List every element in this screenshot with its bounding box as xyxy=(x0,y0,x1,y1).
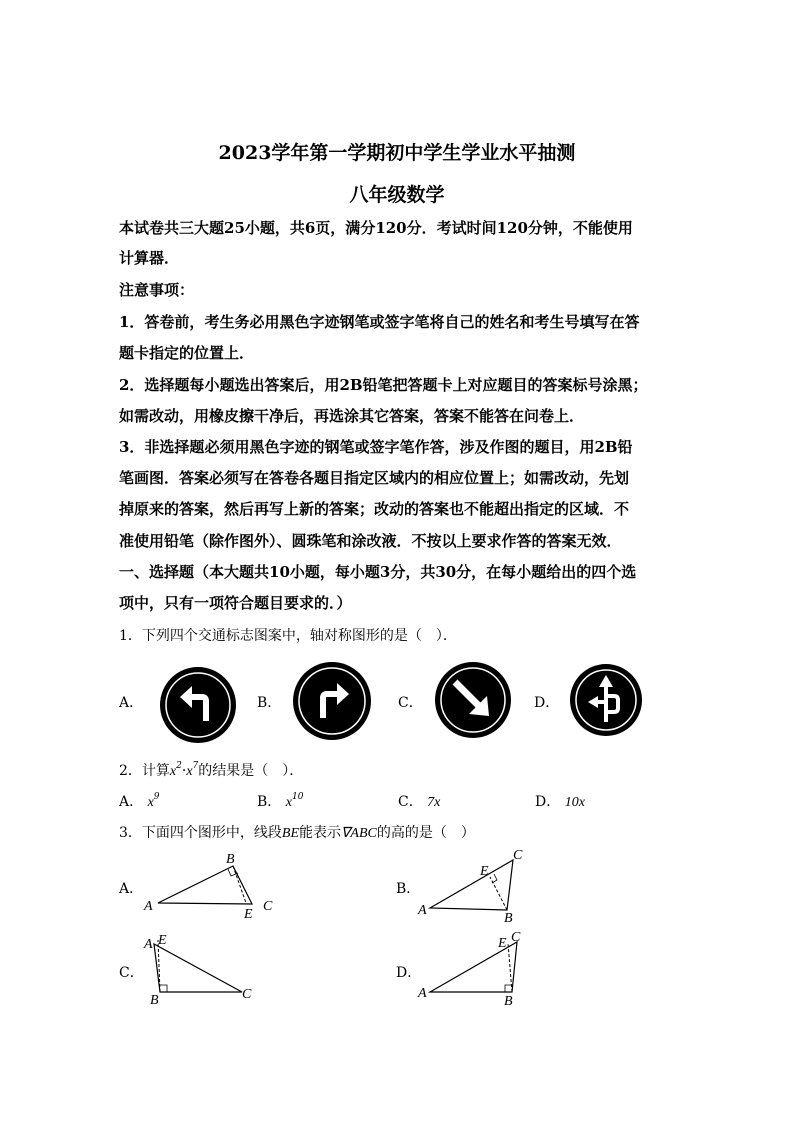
q2-option-c-text: 7x xyxy=(427,795,441,810)
q3-option-d-label: D． xyxy=(396,965,422,981)
q2-option-c xyxy=(398,791,440,811)
q3a-vertex-a: A xyxy=(144,899,153,914)
q2-option-a xyxy=(119,791,160,811)
note-1-line-1: 1．答卷前，考生务必用黑色字迹钢笔或签字笔将自己的姓名和考生号填写在答 xyxy=(119,313,640,331)
q3-stem-prefix: 3．下面四个图形中，线段 xyxy=(119,825,282,841)
q2-base-1: x xyxy=(169,764,177,779)
question-1-stem: 1．下列四个交通标志图案中，轴对称图形的是（ ）． xyxy=(119,628,457,644)
q2-option-d-text: 10x xyxy=(564,795,585,810)
q1-option-b-label: B． xyxy=(257,695,282,711)
q1-option-a-label: A． xyxy=(119,695,144,711)
note-1-line-2: 题卡指定的位置上． xyxy=(119,344,255,362)
q3b-vertex-c: C xyxy=(513,848,523,863)
q3-segment: BE xyxy=(281,826,300,841)
q2-exponent-2: 7 xyxy=(192,761,199,771)
intro-line-2: 计算器． xyxy=(119,249,180,267)
q2-stem-suffix: 的结果是（ ）． xyxy=(198,763,304,779)
q2-exponent-1: 2 xyxy=(176,761,182,771)
straight-or-left-sign-icon xyxy=(568,662,644,738)
q2-option-c-label: C． xyxy=(398,794,423,810)
q3b-vertex-a: A xyxy=(418,903,427,918)
q2-base-2: x xyxy=(186,764,193,779)
q3d-vertex-c: C xyxy=(511,930,521,945)
q3d-vertex-e: E xyxy=(498,936,507,951)
q3-option-b-label: B． xyxy=(396,881,421,897)
q3b-vertex-b: B xyxy=(504,911,513,923)
q3-figure-a xyxy=(140,848,290,920)
note-2-line-1: 2．选择题每小题选出答案后，用2B铅笔把答题卡上对应题目的答案标号涂黑； xyxy=(119,376,648,394)
q3-figure-c xyxy=(140,928,270,1008)
q1-option-c-label: C． xyxy=(398,695,423,711)
section-1-heading-line-2: 项中，只有一项符合题目要求的．） xyxy=(119,594,352,612)
q2-option-a-label: A． xyxy=(119,794,144,810)
q2-option-b xyxy=(257,791,303,811)
q3-stem-mid: 能表示 xyxy=(299,825,342,841)
q3-option-a-label: A． xyxy=(119,881,144,897)
note-3-line-4: 准使用铅笔（除作图外）、圆珠笔和涂改液．不按以上要求作答的答案无效． xyxy=(119,532,622,550)
q2-option-d xyxy=(535,791,585,811)
q2-option-a-base: x xyxy=(147,795,154,810)
q3c-vertex-a: A xyxy=(144,937,153,952)
question-2-stem xyxy=(119,760,303,780)
diagonal-arrow-sign-icon xyxy=(433,660,513,740)
q2-option-b-base: x xyxy=(285,795,292,810)
q3-triangle: ∇ABC xyxy=(341,826,377,841)
q2-option-b-label: B． xyxy=(257,794,282,810)
q2-option-b-exponent: 10 xyxy=(291,792,304,802)
q3d-vertex-b: B xyxy=(504,994,513,1007)
q3c-vertex-b: B xyxy=(150,993,159,1008)
note-3-line-2: 笔画图．答案必须写在答卷各题目指定区域内的相应位置上；如需改动，先划 xyxy=(119,469,630,487)
q3a-vertex-b: B xyxy=(226,852,235,867)
q3c-vertex-e: E xyxy=(158,933,167,948)
left-turn-sign-icon xyxy=(158,665,238,745)
q1-option-d-label: D． xyxy=(534,695,560,711)
q3a-vertex-e: E xyxy=(244,907,253,920)
section-1-heading-line-1: 一、选择题（本大题共10小题，每小题3分，共30分，在每小题给出的四个选 xyxy=(119,563,637,581)
note-3-line-3: 掉原来的答案，然后再写上新的答案；改动的答案也不能超出指定的区域．不 xyxy=(119,500,630,518)
intro-line-1: 本试卷共三大题25小题，共6页，满分120分．考试时间120分钟，不能使用 xyxy=(119,219,633,237)
note-2-line-2: 如需改动，用橡皮擦干净后，再选涂其它答案，答案不能答在问卷上． xyxy=(119,407,585,425)
right-turn-sign-icon xyxy=(291,660,373,742)
q3b-vertex-e: E xyxy=(480,864,489,879)
q3a-vertex-c: C xyxy=(263,899,273,914)
exam-title: 2023学年第一学期初中学生学业水平抽测 xyxy=(218,142,576,164)
q2-option-a-exponent: 9 xyxy=(153,792,160,802)
q2-stem-prefix: 2．计算 xyxy=(119,763,170,779)
note-3-line-1: 3．非选择题必须用黑色字迹的钢笔或签字笔作答，涉及作图的题目，用2B铅 xyxy=(119,438,633,456)
question-3-stem xyxy=(119,822,475,842)
q3d-vertex-a: A xyxy=(418,986,427,1001)
q2-dot: · xyxy=(181,763,187,779)
q2-option-d-label: D． xyxy=(535,794,561,810)
q3-stem-suffix: 的高的是（ ） xyxy=(376,825,475,841)
q3-figure-d xyxy=(412,925,542,1007)
q3-option-c-label: C． xyxy=(119,965,144,981)
q3c-vertex-c: C xyxy=(242,987,252,1002)
q3-figure-b xyxy=(412,843,542,923)
notes-heading: 注意事项： xyxy=(119,281,195,299)
exam-subtitle: 八年级数学 xyxy=(349,184,445,206)
